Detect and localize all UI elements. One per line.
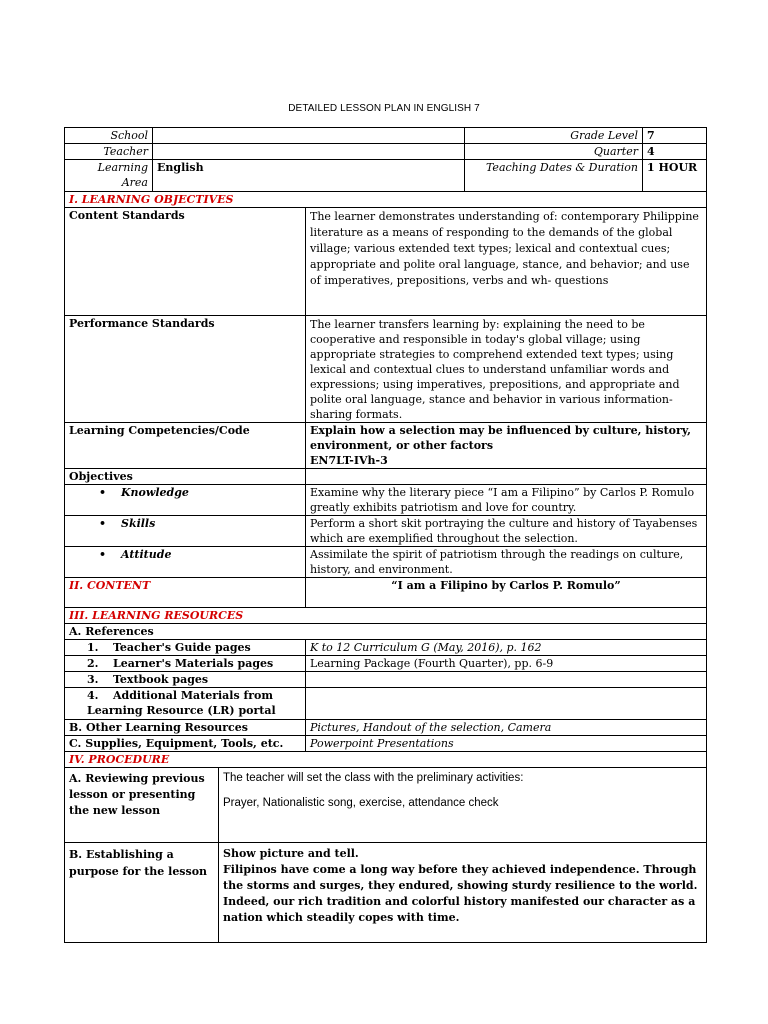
content-standards-text: The learner demonstrates understanding of: contemporary Philippine literature as a means of responding to the demands of the global village; various extended text types; lexical and contextual cues; appropriate and polite oral language, stance, and behavior; and use of imperatives, prepositions, verbs and wh- questions [306, 208, 707, 316]
objective-attitude-text: Assimilate the spirit of patriotism through the readings on culture, history, and environment. [306, 547, 707, 578]
objective-knowledge-text: Examine why the literary piece “I am a Filipino” by Carlos P. Romulo greatly exhibits patriotism and love for country. [306, 485, 707, 516]
teaching-dates-label: Teaching Dates & Duration [465, 160, 643, 192]
learning-area-label: Learning Area [65, 160, 153, 192]
teacher-value [153, 144, 465, 160]
reference-value-teachers-guide: K to 12 Curriculum G (May, 2016), p. 162 [306, 640, 707, 656]
other-resources-value: Pictures, Handout of the selection, Camera [306, 720, 707, 736]
objective-skills-label: Skills [121, 517, 156, 530]
reference-item-learners-materials: 2. Learner's Materials pages [65, 656, 306, 672]
objective-skills-label-cell [65, 516, 306, 547]
content-standards-label: Content Standards [65, 208, 306, 316]
grade-level-label: Grade Level [465, 128, 643, 144]
procedure-a-line1: The teacher will set the class with the preliminary activities: [223, 772, 524, 784]
grade-level-value: 7 [643, 128, 707, 144]
learning-area-value: English [153, 160, 465, 192]
section-learning-resources-heading: III. LEARNING RESOURCES [65, 608, 707, 624]
lesson-plan-sheet [64, 127, 706, 943]
performance-standards-label: Performance Standards [65, 316, 306, 423]
school-value [153, 128, 465, 144]
procedure-b-line1: Show picture and tell. [223, 847, 359, 860]
document-title: DETAILED LESSON PLAN IN ENGLISH 7 [288, 103, 480, 114]
reference-item-textbook: 3. Textbook pages [65, 672, 306, 688]
bullet-icon: • [99, 548, 107, 561]
section-procedure-heading: IV. PROCEDURE [65, 752, 707, 768]
procedure-a-cell [219, 768, 707, 843]
competencies-code: EN7LT-IVh-3 [310, 454, 388, 467]
objective-attitude-label: Attitude [121, 548, 172, 561]
procedure-a-line2: Prayer, Nationalistic song, exercise, attendance check [223, 797, 499, 809]
supplies-value: Powerpoint Presentations [306, 736, 707, 752]
quarter-label: Quarter [465, 144, 643, 160]
supplies-label: C. Supplies, Equipment, Tools, etc. [65, 736, 306, 752]
objectives-label: Objectives [65, 469, 306, 485]
section-learning-objectives-heading: I. LEARNING OBJECTIVES [65, 192, 707, 208]
bullet-icon: • [99, 486, 107, 499]
content-text: “I am a Filipino by Carlos P. Romulo” [306, 578, 707, 608]
objective-knowledge-label-cell [65, 485, 306, 516]
objectives-table [64, 191, 707, 768]
other-resources-label: B. Other Learning Resources [65, 720, 306, 736]
objective-attitude-label-cell [65, 547, 306, 578]
quarter-value: 4 [643, 144, 707, 160]
school-label: School [65, 128, 153, 144]
reference-item-additional-materials: 4. Additional Materials from Learning Resource (LR) portal [65, 688, 306, 720]
objective-skills-text: Perform a short skit portraying the culture and history of Tayabenses which are exemplified throughout the selection. [306, 516, 707, 547]
procedure-a-label: A. Reviewing previous lesson or presenting the new lesson [65, 768, 219, 843]
header-table [64, 127, 707, 192]
competencies-text: Explain how a selection may be influenced by culture, history, environment, or other factors [310, 424, 691, 452]
references-label: A. References [65, 624, 707, 640]
performance-standards-text: The learner transfers learning by: explaining the need to be cooperative and responsible in today's global village; using appropriate strategies to comprehend extended text types; using lexical and contextual clues to understand unfamiliar words and expressions; using imperatives, prepositions, and appropriate and polite oral language, stance and behavior in various information-sharing formats. [306, 316, 707, 423]
reference-value-additional-materials [306, 688, 707, 720]
objective-knowledge-label: Knowledge [121, 486, 189, 499]
competencies-label: Learning Competencies/Code [65, 423, 306, 469]
procedure-b-line2: Filipinos have come a long way before they achieved independence. Through the storms and surges, they endured, showing sturdy resilience to the world. Indeed, our rich tradition and colorful history manifested our character as a nation which steadily copes with time. [223, 863, 698, 924]
competencies-cell [306, 423, 707, 469]
section-content-heading: II. CONTENT [65, 578, 306, 608]
procedure-table [64, 767, 707, 943]
bullet-icon: • [99, 517, 107, 530]
procedure-b-label: B. Establishing a purpose for the lesson [65, 843, 219, 943]
procedure-b-cell [219, 843, 707, 943]
teacher-label: Teacher [65, 144, 153, 160]
reference-item-teachers-guide: 1. Teacher's Guide pages [65, 640, 306, 656]
reference-value-textbook [306, 672, 707, 688]
reference-value-learners-materials: Learning Package (Fourth Quarter), pp. 6-9 [306, 656, 707, 672]
teaching-dates-value: 1 HOUR [643, 160, 707, 192]
